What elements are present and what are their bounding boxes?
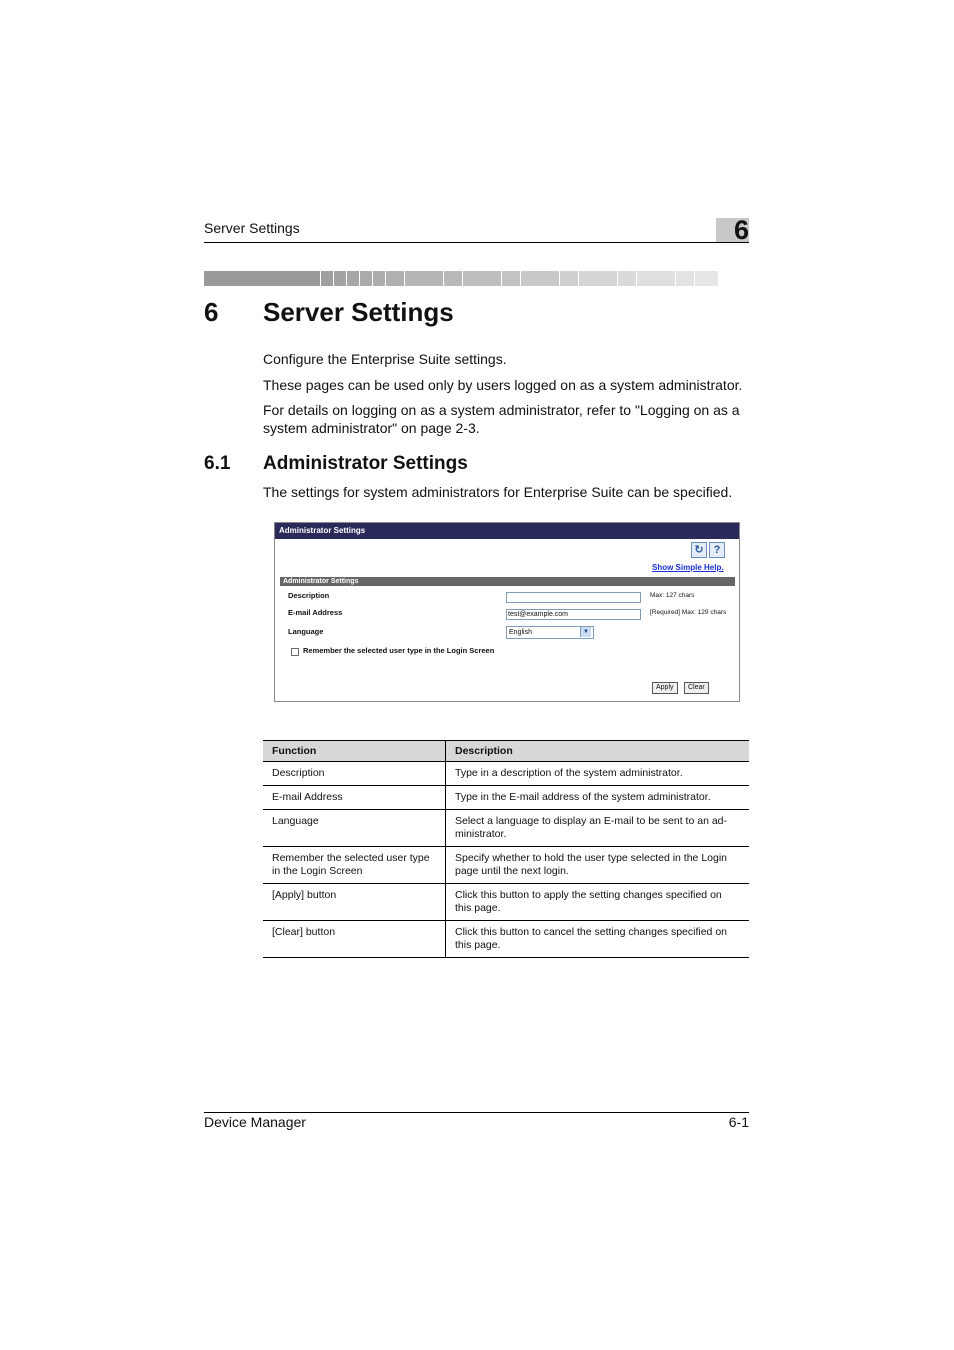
function-cell: [Clear] button — [263, 921, 446, 958]
function-table — [263, 740, 749, 958]
chapter-number: 6 — [204, 297, 219, 327]
refresh-icon[interactable]: ↻ — [691, 542, 707, 558]
chapter-tab-number: 6 — [733, 215, 749, 245]
table-row — [263, 810, 749, 847]
intro-paragraph-2: These pages can be used only by users logged on as a system administrator. — [263, 377, 743, 393]
apply-button[interactable]: Apply — [652, 682, 678, 694]
function-cell: Language — [263, 810, 446, 847]
remember-user-type-checkbox[interactable] — [291, 648, 299, 656]
function-cell: Description — [263, 762, 446, 786]
description-label: Description — [288, 591, 330, 600]
footer-product-name: Device Manager — [204, 1114, 306, 1130]
footer-page-number: 6-1 — [728, 1114, 749, 1130]
chevron-down-icon[interactable]: ▼ — [580, 627, 591, 637]
table-row — [263, 762, 749, 786]
description-cell: Click this button to apply the setting changes specified on this page. — [446, 884, 750, 921]
section-title: Administrator Settings — [263, 453, 468, 474]
remember-user-type-label: Remember the selected user type in the Login Screen — [303, 646, 495, 655]
table-row — [263, 884, 749, 921]
admin-settings-screenshot — [274, 522, 740, 702]
clear-button[interactable]: Clear — [684, 682, 709, 694]
chapter-title: Server Settings — [263, 297, 454, 327]
column-header-description: Description — [446, 741, 750, 762]
email-input[interactable]: test@example.com — [506, 609, 641, 620]
function-cell: E-mail Address — [263, 786, 446, 810]
table-header-row — [263, 741, 749, 762]
description-cell: Specify whether to hold the user type selected in the Login page until the next login. — [446, 847, 750, 884]
chapter-decor-bar — [204, 271, 749, 286]
panel-title: Administrator Settings — [280, 577, 735, 586]
function-cell: [Apply] button — [263, 884, 446, 921]
section-number: 6.1 — [204, 453, 231, 474]
running-header-title: Server Settings — [204, 220, 300, 236]
show-simple-help-link[interactable]: Show Simple Help. — [652, 563, 724, 572]
intro-paragraph-1: Configure the Enterprise Suite settings. — [263, 351, 507, 367]
description-cell: Type in the E-mail address of the system administrator. — [446, 786, 750, 810]
email-hint: [Required] Max: 129 chars — [650, 609, 727, 616]
language-label: Language — [288, 627, 324, 636]
window-title: Administrator Settings — [275, 523, 739, 539]
description-cell: Click this button to cancel the setting changes specified on this page. — [446, 921, 750, 958]
email-label: E-mail Address — [288, 608, 343, 617]
header-rule — [204, 242, 749, 243]
footer-rule — [204, 1112, 749, 1113]
table-row — [263, 786, 749, 810]
section-intro: The settings for system administrators for Enterprise Suite can be specified. — [263, 484, 733, 500]
language-select[interactable]: English — [506, 626, 594, 639]
table-row — [263, 921, 749, 958]
description-hint: Max: 127 chars — [650, 592, 695, 599]
description-cell: Type in a description of the system administrator. — [446, 762, 750, 786]
function-cell: Remember the selected user type in the Login Screen — [263, 847, 446, 884]
intro-paragraph-3: For details on logging on as a system administrator, refer to "Logging on as a system administrator" on page 2-3. — [263, 402, 740, 436]
description-cell: Select a language to display an E-mail to be sent to an ad-ministrator. — [446, 810, 750, 847]
question-mark-icon[interactable]: ? — [709, 542, 725, 558]
column-header-function: Function — [263, 741, 446, 762]
table-row — [263, 847, 749, 884]
description-input[interactable] — [506, 592, 641, 603]
